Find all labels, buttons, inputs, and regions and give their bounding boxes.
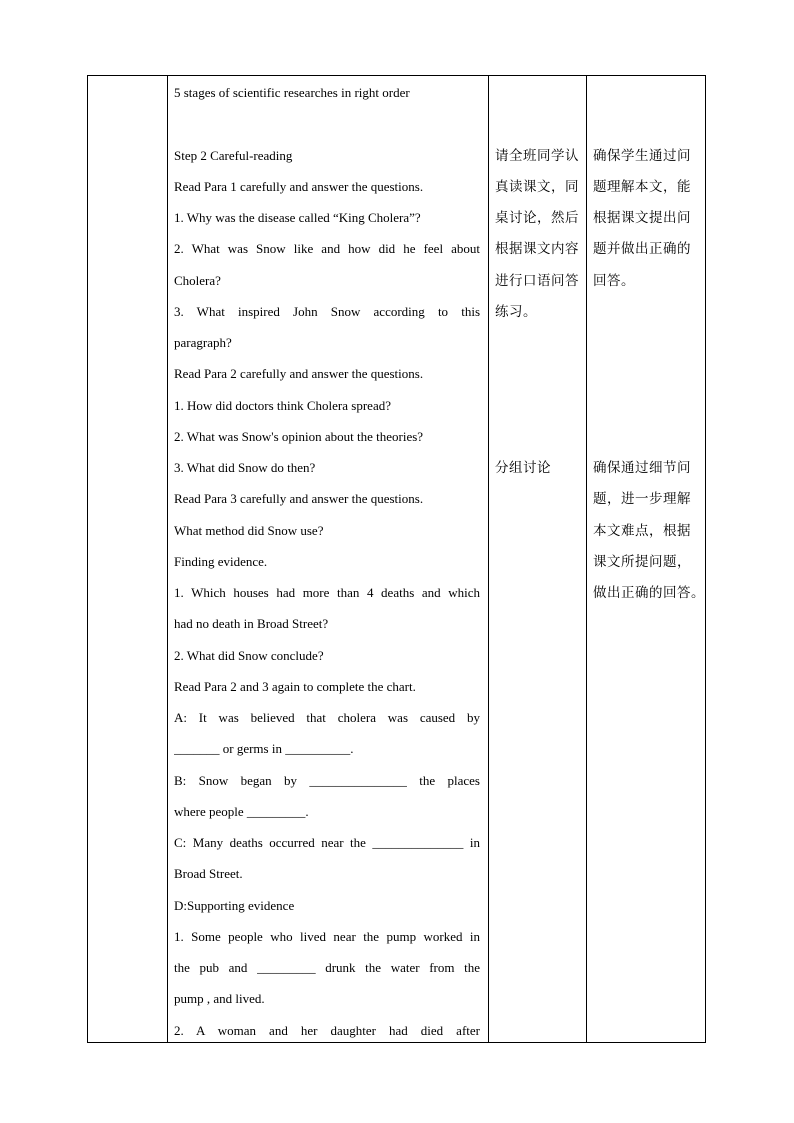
content-line: Read Para 2 carefully and answer the questions. — [174, 366, 424, 382]
content-line: 2. What was Snow like and how did he feel about — [174, 241, 480, 257]
content-line: where people _________. — [174, 803, 309, 819]
design-intent-line: 本文难点，根据 — [593, 522, 691, 539]
content-line: Cholera? — [174, 272, 221, 288]
content-line: pump , and lived. — [174, 991, 265, 1007]
content-line: 5 stages of scientific researches in right order — [174, 85, 410, 100]
content-line: 3. What inspired John Snow according to this — [174, 303, 480, 319]
content-line — [174, 114, 480, 134]
content-line: the pub and _________ drunk the water from the — [174, 960, 480, 975]
content-line: Read Para 2 and 3 again to complete the chart. — [174, 678, 416, 694]
content-line: 2. What did Snow conclude? — [174, 647, 324, 663]
content-line: 1. Why was the disease called “King Cholera”? — [174, 210, 421, 225]
design-intent-line: 做出正确的回答。 — [593, 585, 705, 601]
content-line: Read Para 1 carefully and answer the questions. — [174, 178, 424, 194]
content-line: Broad Street. — [174, 866, 243, 882]
content-line: 1. Which houses had more than 4 deaths and which — [174, 585, 480, 600]
content-line: 3. What did Snow do then? — [174, 460, 316, 475]
content-line: 2. What was Snow's opinion about the theories? — [174, 428, 424, 444]
content-line: paragraph? — [174, 335, 232, 350]
content-line: 1. How did doctors think Cholera spread? — [174, 397, 391, 413]
design-intent-line: 题并做出正确的 — [593, 241, 691, 258]
stage-column — [88, 76, 167, 1042]
student-activity-line: 根据课文内容 — [495, 241, 579, 258]
column-divider-1 — [167, 76, 168, 1042]
design-intent-line: 题，进一步理解 — [593, 491, 691, 508]
student-activity-line: 练习。 — [495, 303, 537, 320]
content-line: _______ or germs in __________. — [174, 741, 354, 757]
content-line: C: Many deaths occurred near the ______________ in — [174, 835, 480, 850]
student-activity-line: 桌讨论，然后 — [495, 210, 579, 226]
content-line: B: Snow began by _______________ the places — [174, 772, 480, 788]
content-line: had no death in Broad Street? — [174, 616, 329, 632]
content-line: A: It was believed that cholera was caused by — [174, 710, 480, 725]
content-line: What method did Snow use? — [174, 522, 324, 538]
lesson-plan-table — [87, 75, 706, 1043]
content-line: 2. A woman and her daughter had died after — [174, 1022, 480, 1038]
design-intent-line: 根据课文提出问 — [593, 210, 691, 226]
content-line: Finding evidence. — [174, 553, 268, 569]
design-intent-line: 课文所提问题， — [593, 553, 691, 570]
content-line: Read Para 3 carefully and answer the questions. — [174, 491, 424, 507]
design-intent-line: 确保通过细节问 — [593, 460, 691, 476]
design-intent-line: 题理解本文，能 — [593, 178, 691, 195]
content-line: 1. Some people who lived near the pump worked in — [174, 928, 480, 944]
content-line: D:Supporting evidence — [174, 897, 295, 913]
student-activity-line: 分组讨论 — [495, 460, 551, 476]
student-activity-line: 请全班同学认 — [495, 147, 579, 164]
student-activity-line: 进行口语问答 — [495, 272, 579, 289]
design-intent-line: 回答。 — [593, 272, 635, 289]
design-intent-line: 确保学生通过问 — [593, 147, 691, 164]
design-intent-column — [593, 76, 705, 1042]
content-line: Step 2 Careful-reading — [174, 147, 293, 163]
student-activity-column — [495, 76, 587, 1042]
teaching-content-column — [174, 76, 480, 1042]
column-divider-2 — [488, 76, 489, 1042]
student-activity-line: 真读课文，同 — [495, 178, 579, 195]
